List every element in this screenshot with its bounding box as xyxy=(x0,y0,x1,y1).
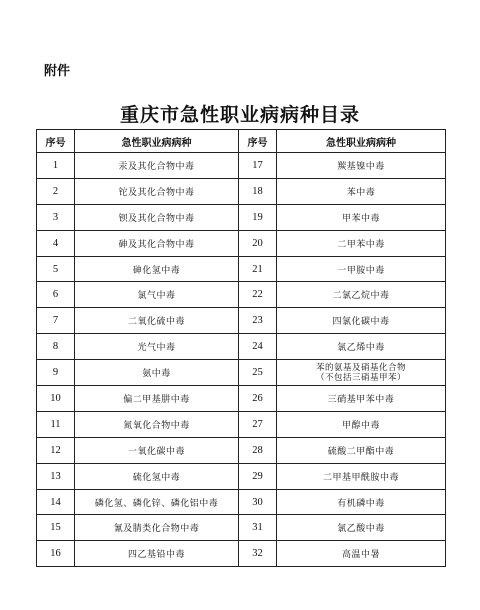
seq-cell: 5 xyxy=(37,256,75,282)
disease-text-line: （不包括三硝基甲苯） xyxy=(315,372,406,383)
disease-cell xyxy=(277,463,446,489)
table-row xyxy=(37,334,446,360)
disease-text-line: 四氯化碳中毒 xyxy=(332,317,390,328)
disease-text-line: 甲醇中毒 xyxy=(341,420,380,431)
table-row xyxy=(37,360,446,386)
disease-text-line: 硫酸二甲酯中毒 xyxy=(327,446,395,457)
disease-cell: 四乙基铅中毒 xyxy=(75,541,239,567)
disease-cell: 二氧化硫中毒 xyxy=(75,308,239,334)
disease-cell xyxy=(277,230,446,256)
disease-text-line: 一甲胺中毒 xyxy=(337,265,385,276)
header-disease-left: 急性职业病病种 xyxy=(75,130,239,153)
disease-cell: 一氧化碳中毒 xyxy=(75,437,239,463)
disease-cell xyxy=(277,308,446,334)
table-row xyxy=(37,515,446,541)
disease-cell: 钡及其化合物中毒 xyxy=(75,204,239,230)
disease-cell: 铊及其化合物中毒 xyxy=(75,178,239,204)
seq-cell: 25 xyxy=(239,360,277,386)
seq-cell: 17 xyxy=(239,153,277,179)
disease-text-line: 二甲基甲酰胺中毒 xyxy=(322,472,399,483)
seq-cell: 2 xyxy=(37,178,75,204)
seq-cell: 8 xyxy=(37,334,75,360)
disease-text-line: 羰基镍中毒 xyxy=(337,161,385,172)
table-row xyxy=(37,541,446,567)
seq-cell: 18 xyxy=(239,178,277,204)
disease-cell xyxy=(277,541,446,567)
disease-cell: 氨中毒 xyxy=(75,360,239,386)
seq-cell: 21 xyxy=(239,256,277,282)
table-row xyxy=(37,204,446,230)
disease-cell: 硫化氢中毒 xyxy=(75,463,239,489)
seq-cell: 20 xyxy=(239,230,277,256)
disease-text-line: 甲苯中毒 xyxy=(341,213,380,224)
seq-cell: 27 xyxy=(239,411,277,437)
disease-cell: 氯气中毒 xyxy=(75,282,239,308)
attachment-label: 附件 xyxy=(44,64,71,79)
disease-text-line: 高温中暑 xyxy=(341,550,380,561)
seq-cell: 14 xyxy=(37,489,75,515)
table-body xyxy=(37,153,446,567)
disease-cell xyxy=(277,515,446,541)
seq-cell: 16 xyxy=(37,541,75,567)
seq-cell: 32 xyxy=(239,541,277,567)
seq-cell: 31 xyxy=(239,515,277,541)
table-row xyxy=(37,463,446,489)
seq-cell: 9 xyxy=(37,360,75,386)
seq-cell: 15 xyxy=(37,515,75,541)
disease-cell xyxy=(277,360,446,386)
seq-cell: 11 xyxy=(37,411,75,437)
disease-text-line: 有机磷中毒 xyxy=(337,498,385,509)
table-row xyxy=(37,282,446,308)
disease-text-line: 氯乙酸中毒 xyxy=(337,524,385,535)
disease-text-line: 二甲苯中毒 xyxy=(337,239,385,250)
disease-cell xyxy=(277,256,446,282)
seq-cell: 10 xyxy=(37,386,75,412)
disease-text-line: 氯乙烯中毒 xyxy=(337,343,385,354)
disease-cell xyxy=(277,489,446,515)
seq-cell: 6 xyxy=(37,282,75,308)
table-row xyxy=(37,437,446,463)
table-header-row xyxy=(37,130,446,153)
table-row xyxy=(37,489,446,515)
seq-cell: 29 xyxy=(239,463,277,489)
header-seq-right: 序号 xyxy=(239,130,277,153)
seq-cell: 22 xyxy=(239,282,277,308)
table-row xyxy=(37,386,446,412)
disease-text-line: 苯的氨基及硝基化合物 xyxy=(315,362,406,373)
seq-cell: 7 xyxy=(37,308,75,334)
seq-cell: 24 xyxy=(239,334,277,360)
table-row xyxy=(37,256,446,282)
disease-cell xyxy=(277,386,446,412)
table-row xyxy=(37,230,446,256)
disease-cell xyxy=(277,411,446,437)
header-seq-left: 序号 xyxy=(37,130,75,153)
table-row xyxy=(37,178,446,204)
table-row xyxy=(37,153,446,179)
seq-cell: 13 xyxy=(37,463,75,489)
disease-text-line: 三硝基甲苯中毒 xyxy=(327,394,395,405)
disease-cell: 光气中毒 xyxy=(75,334,239,360)
disease-cell xyxy=(277,153,446,179)
disease-cell: 氰及腈类化合物中毒 xyxy=(75,515,239,541)
disease-cell: 砷化氢中毒 xyxy=(75,256,239,282)
disease-cell xyxy=(277,178,446,204)
disease-cell xyxy=(277,282,446,308)
seq-cell: 1 xyxy=(37,153,75,179)
table-row xyxy=(37,411,446,437)
seq-cell: 3 xyxy=(37,204,75,230)
disease-table xyxy=(36,129,446,567)
seq-cell: 4 xyxy=(37,230,75,256)
disease-text-line: 二氯乙烷中毒 xyxy=(332,291,390,302)
disease-cell xyxy=(277,204,446,230)
disease-cell xyxy=(277,437,446,463)
seq-cell: 23 xyxy=(239,308,277,334)
disease-cell: 氮氧化合物中毒 xyxy=(75,411,239,437)
header-disease-right: 急性职业病病种 xyxy=(277,130,446,153)
disease-cell xyxy=(277,334,446,360)
disease-cell: 磷化氢、磷化锌、磷化铝中毒 xyxy=(75,489,239,515)
disease-cell: 偏二甲基肼中毒 xyxy=(75,386,239,412)
document-title: 重庆市急性职业病病种目录 xyxy=(119,104,360,126)
seq-cell: 28 xyxy=(239,437,277,463)
disease-cell: 汞及其化合物中毒 xyxy=(75,153,239,179)
seq-cell: 30 xyxy=(239,489,277,515)
seq-cell: 26 xyxy=(239,386,277,412)
seq-cell: 19 xyxy=(239,204,277,230)
disease-cell: 砷及其化合物中毒 xyxy=(75,230,239,256)
disease-text-line: 苯中毒 xyxy=(346,187,376,198)
seq-cell: 12 xyxy=(37,437,75,463)
table-row xyxy=(37,308,446,334)
